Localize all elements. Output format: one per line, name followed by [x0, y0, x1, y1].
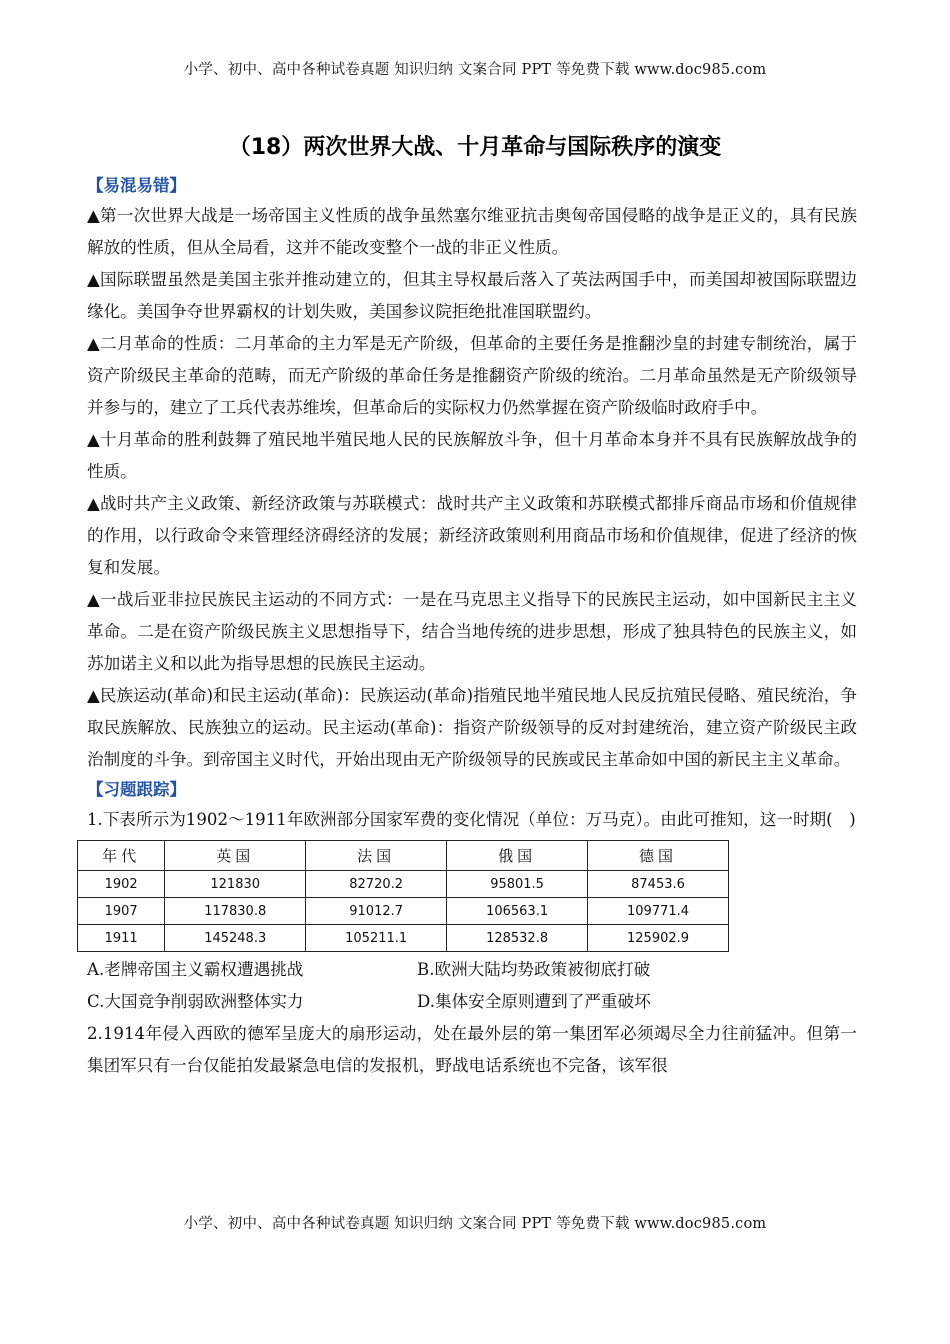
- table-cell: 121830: [165, 871, 306, 898]
- table-cell: 145248.3: [165, 925, 306, 952]
- question-1-options: [87, 954, 857, 1018]
- military-spending-table: [77, 840, 729, 952]
- option-d: D.集体安全原则遭到了严重破坏: [417, 992, 651, 1011]
- paragraph: ▲第一次世界大战是一场帝国主义性质的战争虽然塞尔维亚抗击奥匈帝国侵略的战争是正义的，具有民族解放的性质，但从全局看，这并不能改变整个一战的非正义性质。: [87, 206, 857, 257]
- table-header-row: [78, 841, 729, 871]
- option-a: A.老牌帝国主义霸权遭遇挑战: [87, 960, 304, 979]
- table-cell: 106563.1: [447, 898, 588, 925]
- table-row: [78, 871, 729, 898]
- paragraph: ▲一战后亚非拉民族民主运动的不同方式：一是在马克思主义指导下的民族民主运动，如中国新民主主义革命。二是在资产阶级民族主义思想指导下，结合当地传统的进步思想，形成了独具特色的民族主义，如苏加诺主义和以此为指导思想的民族民主运动。: [87, 590, 857, 673]
- question-1-stem: 1.下表所示为1902～1911年欧洲部分国家军费的变化情况（单位：万马克）。由此可推知，这一时期( ): [87, 810, 856, 829]
- table-header-cell: 德国: [588, 841, 729, 871]
- table-header-cell: 俄国: [447, 841, 588, 871]
- paragraph: ▲国际联盟虽然是美国主张并推动建立的，但其主导权最后落入了英法两国手中，而美国却被国际联盟边缘化。美国争夺世界霸权的计划失败，美国参议院拒绝批准国联盟约。: [87, 270, 857, 321]
- section-heading-errors: 【易混易错】: [87, 176, 186, 195]
- option-b: B.欧洲大陆均势政策被彻底打破: [417, 960, 651, 979]
- table-cell: 128532.8: [447, 925, 588, 952]
- page-footer: 小学、初中、高中各种试卷真题 知识归纳 文案合同 PPT 等免费下载 www.doc985.com: [183, 1216, 767, 1232]
- paragraph: ▲民族运动(革命)和民主运动(革命)：民族运动(革命)指殖民地半殖民地人民反抗殖民侵略、殖民统治，争取民族解放、民族独立的运动。民主运动(革命)：指资产阶级领导的反对封建统治，建立资产阶级民主政治制度的斗争。到帝国主义时代，开始出现由无产阶级领导的民族或民主革命如中国的新民主主义革命。: [87, 686, 857, 769]
- paragraph: ▲战时共产主义政策、新经济政策与苏联模式：战时共产主义政策和苏联模式都排斥商品市场和价值规律的作用，以行政命令来管理经济碍经济的发展；新经济政策则利用商品市场和价值规律，促进了经济的恢复和发展。: [87, 494, 857, 577]
- table-header-cell: 英国: [165, 841, 306, 871]
- option-c: C.大国竞争削弱欧洲整体实力: [87, 992, 304, 1011]
- paragraph: ▲十月革命的胜利鼓舞了殖民地半殖民地人民的民族解放斗争，但十月革命本身并不具有民族解放战争的性质。: [87, 430, 857, 481]
- table-row: [78, 925, 729, 952]
- table-header-cell: 年代: [78, 841, 165, 871]
- table-cell: 95801.5: [447, 871, 588, 898]
- table-cell: 82720.2: [306, 871, 447, 898]
- table-row: [78, 898, 729, 925]
- table-cell: 105211.1: [306, 925, 447, 952]
- document-body: [87, 172, 857, 1082]
- table-cell: 117830.8: [165, 898, 306, 925]
- table-cell: 125902.9: [588, 925, 729, 952]
- table-cell: 1911: [78, 925, 165, 952]
- table-header-cell: 法国: [306, 841, 447, 871]
- question-2-stem: 2.1914年侵入西欧的德军呈庞大的扇形运动，处在最外层的第一集团军必须竭尽全力往前猛冲。但第一集团军只有一台仅能拍发最紧急电信的发报机，野战电话系统也不完备，该军很: [87, 1024, 857, 1075]
- page-title: （18）两次世界大战、十月革命与国际秩序的演变: [228, 135, 722, 160]
- table-cell: 91012.7: [306, 898, 447, 925]
- table-cell: 1902: [78, 871, 165, 898]
- table-cell: 1907: [78, 898, 165, 925]
- table-cell: 87453.6: [588, 871, 729, 898]
- table-cell: 109771.4: [588, 898, 729, 925]
- paragraph: ▲二月革命的性质：二月革命的主力军是无产阶级，但革命的主要任务是推翻沙皇的封建专制统治，属于资产阶级民主革命的范畴，而无产阶级的革命任务是推翻资产阶级的统治。二月革命虽然是无产阶级领导并参与的，建立了工兵代表苏维埃，但革命后的实际权力仍然掌握在资产阶级临时政府手中。: [87, 334, 857, 417]
- page-header: 小学、初中、高中各种试卷真题 知识归纳 文案合同 PPT 等免费下载 www.doc985.com: [183, 62, 767, 78]
- section-heading-exercises: 【习题跟踪】: [87, 780, 186, 799]
